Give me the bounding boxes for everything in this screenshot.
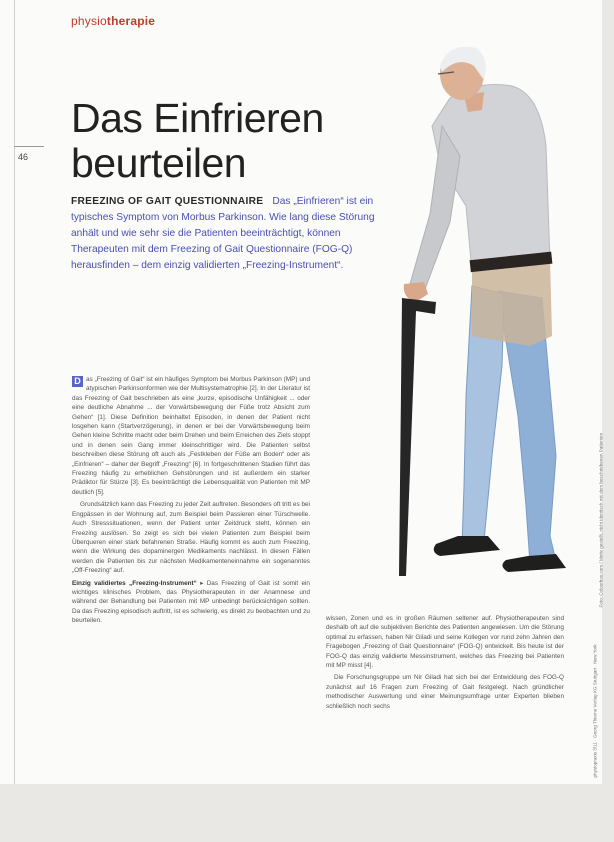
photo-trousers-top	[472, 258, 552, 346]
page-footer	[590, 600, 600, 780]
column-1-paragraph-3-text: Das Freezing of Gait ist somit ein wichtiges klinisches Problem, das Physiotherapeuten in der Anamnese und während der Behandlung bei Patienten mit MP unbedingt berücksichtigen sollten. Da das Freezing episodisch auftritt, ist es schwierig, es direkt zu beobachten und zu beurteilen.	[72, 579, 310, 625]
photo-left-shoe	[434, 536, 500, 556]
footer-text: physiopraxis 3/11 · Georg Thieme Verlag KG Stuttgart · New York	[592, 644, 598, 778]
dropcap: D	[72, 376, 83, 387]
section-tag	[71, 14, 155, 28]
photo-right-shoe	[502, 554, 566, 572]
page-number: 46	[18, 152, 29, 162]
article-title	[71, 96, 331, 186]
section-tag-prefix: physio	[71, 14, 107, 28]
article-column-2	[326, 614, 564, 714]
title-line-1: Das Einfrieren	[71, 95, 324, 141]
photo-arm	[410, 126, 460, 292]
article-column-1	[72, 375, 310, 629]
photo-credit-text: Foto: Colourbox.com / Motiv gestellt, nicht identisch mit dem beschriebenen Patienten	[598, 432, 604, 608]
photo-cane	[399, 298, 436, 576]
column-1-paragraph-1: as „Freezing of Gait“ ist ein häufiges Symptom bei Morbus Parkinson (MP) und atypischen Parkinsonformen wie der Multisystematrophie [2]. In der Literatur ist das Freezing of Gait beschrieben als eine „kurze, episodische Unfähigkeit ... oder eine deutliche Abnahme ... der Vorwärtsbewegung der Füße trotz Absicht zum Gehen“ [1]. Diese Definition beinhaltet Episoden, in denen der Patient nicht losgehen kann (Startverzögerung), in denen er bei der Vorwärtsbewegung beim Gehen kleine Schritte macht oder beim Drehen und beim Erreichen des Ziels stoppt und in denen sein Gang immer kleinschrittiger wird. Die Patienten selbst beschreiben diese Störung oft auch als „Festkleben der Füße am Boden“ oder als „Einfrieren“ – daher der Begriff „Freezing“ [6]. In fortgeschrittenen Stadien führt das Freezing häufig zu erheblichen Gehstörungen und ist außerdem ein starker Prädiktor für Stürze [3]. Es beeinträchtigt die Lebensqualität von Patienten mit MP deutlich [5].	[72, 376, 310, 496]
column-1-paragraph-2: Grundsätzlich kann das Freezing zu jeder Zeit auftreten. Besonders oft tritt es bei Engpässen in der Wohnung auf, zum Beispiel beim Passieren einer Türschwelle. Auch Stresssituationen, wenn der Patient unter Zeitdruck steht, können ein Freezing auslösen. So zeigt es sich bei vielen Patienten zum Beispiel beim Überqueren einer stark befahrenen Straße. Häufig kommt es auch zum Freezing, wenn die Wirkung des dopaminergen Medikaments nachlässt. In diesen Fällen werden die Patienten bis zur nächsten Medikamenteneinnahme ein sogenanntes „Off-Freezing“ auf.	[72, 501, 310, 575]
lead-text: Das „Einfrieren“ ist ein typisches Symptom von Morbus Parkinson. Wie lang diese Störung anhält und wie sehr sie die Patienten beeinträchtigt, können Therapeuten mit dem Freezing of Gait Questionnaire (FOG-Q) herausfinden – dem einzig validierten „Freezing-Instrument“.	[71, 196, 375, 271]
lead-label: FREEZING OF GAIT QUESTIONNAIRE	[71, 196, 264, 207]
column-2-paragraph-1: wissen, Zonen und es in großen Räumen seltener auf. Physiotherapeuten sind deshalb oft auf die subjektiven Berichte des Patienten angewiesen. Um die Störung optimal zu erfassen, haben Nir Giladi und seine Kollegen vor rund zehn Jahren den Fragebogen „Freezing of Gait Questionnaire“ (FOG-Q) entwickelt. Bis heute ist der FOG-Q das einzig validierte Messinstrument, welches das Freezing bei Patienten mit MP misst [4].	[326, 615, 564, 670]
photo-elderly-man-with-cane	[380, 36, 602, 596]
section-tag-suffix: therapie	[106, 14, 156, 28]
photo-credit	[596, 432, 606, 610]
column-2-paragraph-2: Die Forschungsgruppe um Nir Giladi hat sich bei der Entwicklung des FOG-Q zunächst auf 16 Fragen zum Freezing of Gait festgelegt. Nach gründlicher methodischer Auswertung und einer Meinungsumfrage unter Experten blieben schließlich noch sechs	[326, 674, 564, 710]
column-1-subheading: Einzig validiertes „Freezing-Instrument“	[72, 579, 197, 587]
article-lead	[71, 194, 389, 274]
page-number-rule	[14, 146, 44, 147]
page-spine-line	[14, 0, 15, 784]
title-line-2: beurteilen	[71, 140, 247, 186]
column-1-paragraph-3: Einzig validiertes „Freezing-Instrument“ ▸ Das Freezing of Gait ist somit ein wichtiges klinisches Problem, das Physiotherapeuten in der Anamnese und während der Behandlung bei Patienten mit MP unbedingt berücksichtigen sollten. Da das Freezing episodisch auftritt, ist es schwierig, es direkt zu beobachten und zu beurteilen.	[72, 579, 310, 625]
